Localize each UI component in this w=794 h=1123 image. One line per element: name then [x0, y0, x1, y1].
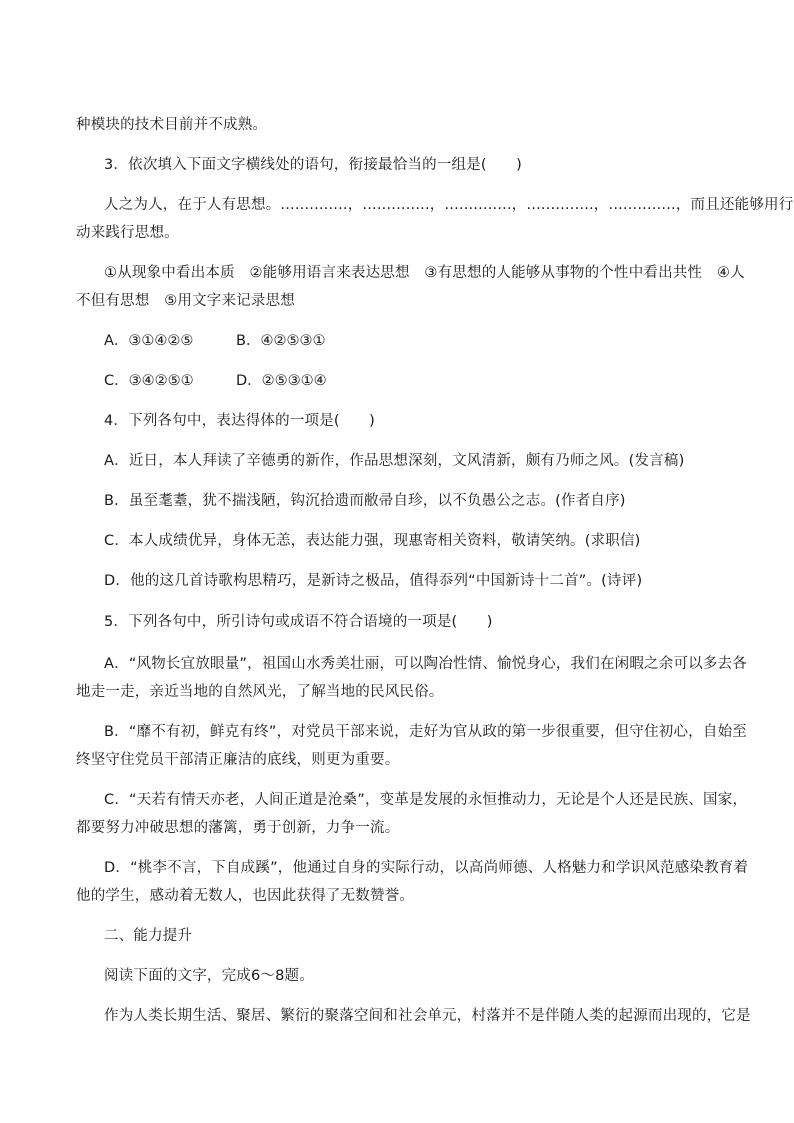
question-3-option-d: D．②⑤③①④	[236, 373, 327, 389]
question-5-option-b-line-1: B．“靡不有初，鲜克有终”，对党员干部来说，走好为官从政的第一步很重要，但守住初心，自始至	[104, 724, 747, 740]
question-3-passage-line-2: 动来践行思想。	[76, 225, 179, 241]
question-5-option-a-line-2: 地走一走，亲近当地的自然风光，了解当地的民风民俗。	[76, 684, 444, 700]
question-5-option-c-line-1: C．“天若有情天亦老，人间正道是沧桑”，变革是发展的永恒推动力，无论是个人还是民族、国家，	[104, 792, 748, 808]
question-5-option-d-line-2: 他的学生，感动着无数人，也因此获得了无数赞誉。	[76, 888, 415, 904]
question-4-option-b: B．虽至耄耋，犹不揣浅陋，钩沉拾遗而敝帚自珍，以不负愚公之志。(作者自序)	[104, 493, 626, 509]
question-3-items-line-2: 不但有思想 ⑤用文字来记录思想	[76, 293, 295, 309]
reading-instruction: 阅读下面的文字，完成6～8题。	[104, 968, 314, 984]
question-5-option-d-line-1: D．“桃李不言，下自成蹊”，他通过自身的实际行动，以高尚师德、人格魅力和学识风范感染教育着	[104, 860, 749, 876]
question-3-option-a: A．③①④②⑤	[104, 333, 194, 349]
section-heading: 二、能力提升	[104, 928, 193, 944]
question-4-option-a: A．近日，本人拜读了辛德勇的新作，作品思想深刻，文风清新，颇有乃师之风。(发言稿)	[104, 453, 685, 469]
question-3-stem: 3．依次填入下面文字横线处的语句，衔接最恰当的一组是( )	[104, 157, 523, 173]
question-5-option-a-line-1: A．“风物长宜放眼量”，祖国山水秀美壮丽，可以陶冶性情、愉悦身心，我们在闲暇之余可以多去各	[104, 656, 747, 672]
question-3-passage-line-1: 人之为人，在于人有思想。..............，..............，..............，..............，..............，而且还能够用行	[104, 197, 794, 213]
question-5-option-c-line-2: 都要努力冲破思想的藩篱，勇于创新，力争一流。	[76, 820, 400, 836]
question-4-option-c: C．本人成绩优异，身体无恙，表达能力强，现惠寄相关资料，敬请笑纳。(求职信)	[104, 533, 641, 549]
paragraph-continuation: 种模块的技术目前并不成熟。	[76, 117, 268, 133]
question-4-stem: 4．下列各句中，表达得体的一项是( )	[104, 413, 376, 429]
question-3-items-line-1: ①从现象中看出本质 ②能够用语言来表达思想 ③有思想的人能够从事物的个性中看出共性 ④人	[104, 265, 745, 281]
question-4-option-d: D．他的这几首诗歌构思精巧，是新诗之极品，值得忝列“中国新诗十二首”。(诗评)	[104, 573, 643, 589]
reading-passage-line-1: 作为人类长期生活、聚居、繁衍的聚落空间和社会单元，村落并不是伴随人类的起源而出现的，它是	[104, 1008, 751, 1024]
question-3-option-b: B．④②⑤③①	[236, 333, 326, 349]
question-3-option-c: C．③④②⑤①	[104, 373, 194, 389]
question-5-stem: 5．下列各句中，所引诗句或成语不符合语境的一项是( )	[104, 614, 493, 630]
question-5-option-b-line-2: 终坚守住党员干部清正廉洁的底线，则更为重要。	[76, 752, 400, 768]
